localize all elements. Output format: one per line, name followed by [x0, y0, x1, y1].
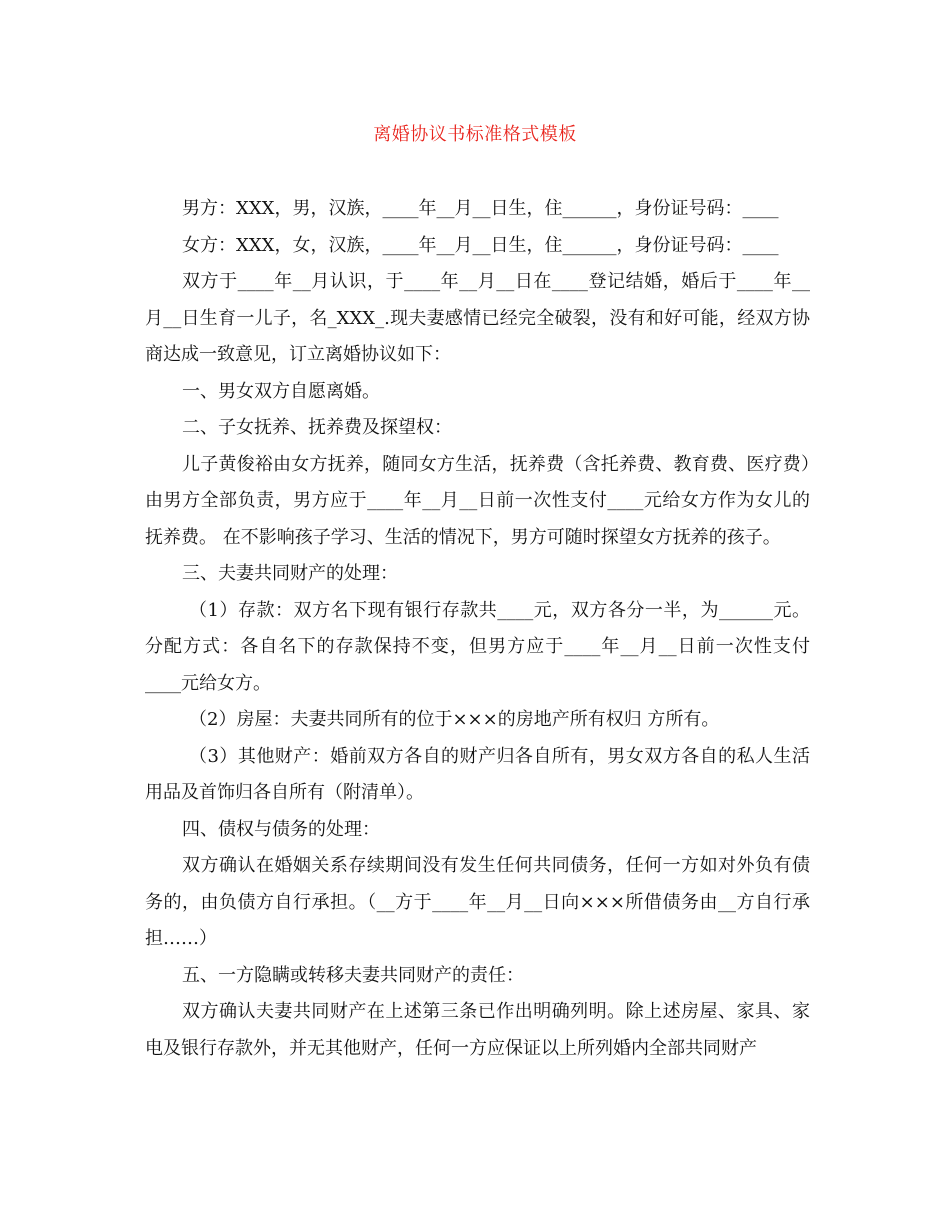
section-heading-4: 四、债权与债务的处理：	[182, 818, 380, 840]
section-heading-3: 三、夫妻共同财产的处理：	[182, 563, 398, 584]
paragraph-husband-info: 男方：XXX，男，汉族，____年__月__日生，住______，身份证号码：____	[182, 198, 779, 219]
section-heading-5: 五、一方隐瞒或转移夫妻共同财产的责任：	[182, 964, 524, 986]
paragraph-concealment: 双方确认夫妻共同财产在上述第三条已作出明确列明。除上述房屋、家具、家电及银行存款外，并无其他财产，任何一方应保证以上所列婚内全部共同财产	[145, 1001, 810, 1059]
document-body	[145, 191, 810, 1067]
paragraph-marriage-background: 双方于____年__月认识，于____年__月__日在____登记结婚，婚后于____年__月__日生育一儿子，名_XXX_.现夫妻感情已经完全破裂，没有和好可能，经双方协商达成一致意见，订立离婚协议如下：	[145, 271, 810, 365]
paragraph-wife-info: 女方：XXX，女，汉族，____年__月__日生，住______，身份证号码：____	[182, 234, 779, 256]
paragraph-debts: 双方确认在婚姻关系存续期间没有发生任何共同债务，任何一方如对外负有债务的，由负债方自行承担。（__方于____年__月__日向×××所借债务由__方自行承担……）	[145, 855, 810, 949]
section-heading-1: 一、男女双方自愿离婚。	[182, 380, 380, 402]
document-title: 离婚协议书标准格式模板	[373, 124, 577, 145]
paragraph-child-custody: 儿子黄俊裕由女方抚养，随同女方生活，抚养费（含托养费、教育费、医疗费）由男方全部负责，男方应于____年__月__日前一次性支付____元给女方作为女儿的抚养费。 在不影响孩子学习、生活的情况下，男方可随时探望女方抚养的孩子。	[145, 453, 810, 548]
section-heading-2: 二、子女抚养、抚养费及探望权：	[182, 417, 452, 438]
paragraph-other-property: （3）其他财产：婚前双方各自的财产归各自所有，男女双方各自的私人生活用品及首饰归各自所有（附清单）。	[145, 745, 810, 803]
paragraph-house: （2）房屋：夫妻共同所有的位于×××的房地产所有权归 方所有。	[189, 709, 720, 730]
paragraph-savings: （1）存款：双方名下现有银行存款共____元，双方各分一半，为______元。分配方式：各自名下的存款保持不变，但男方应于____年__月__日前一次性支付____元给女方。	[145, 599, 810, 694]
